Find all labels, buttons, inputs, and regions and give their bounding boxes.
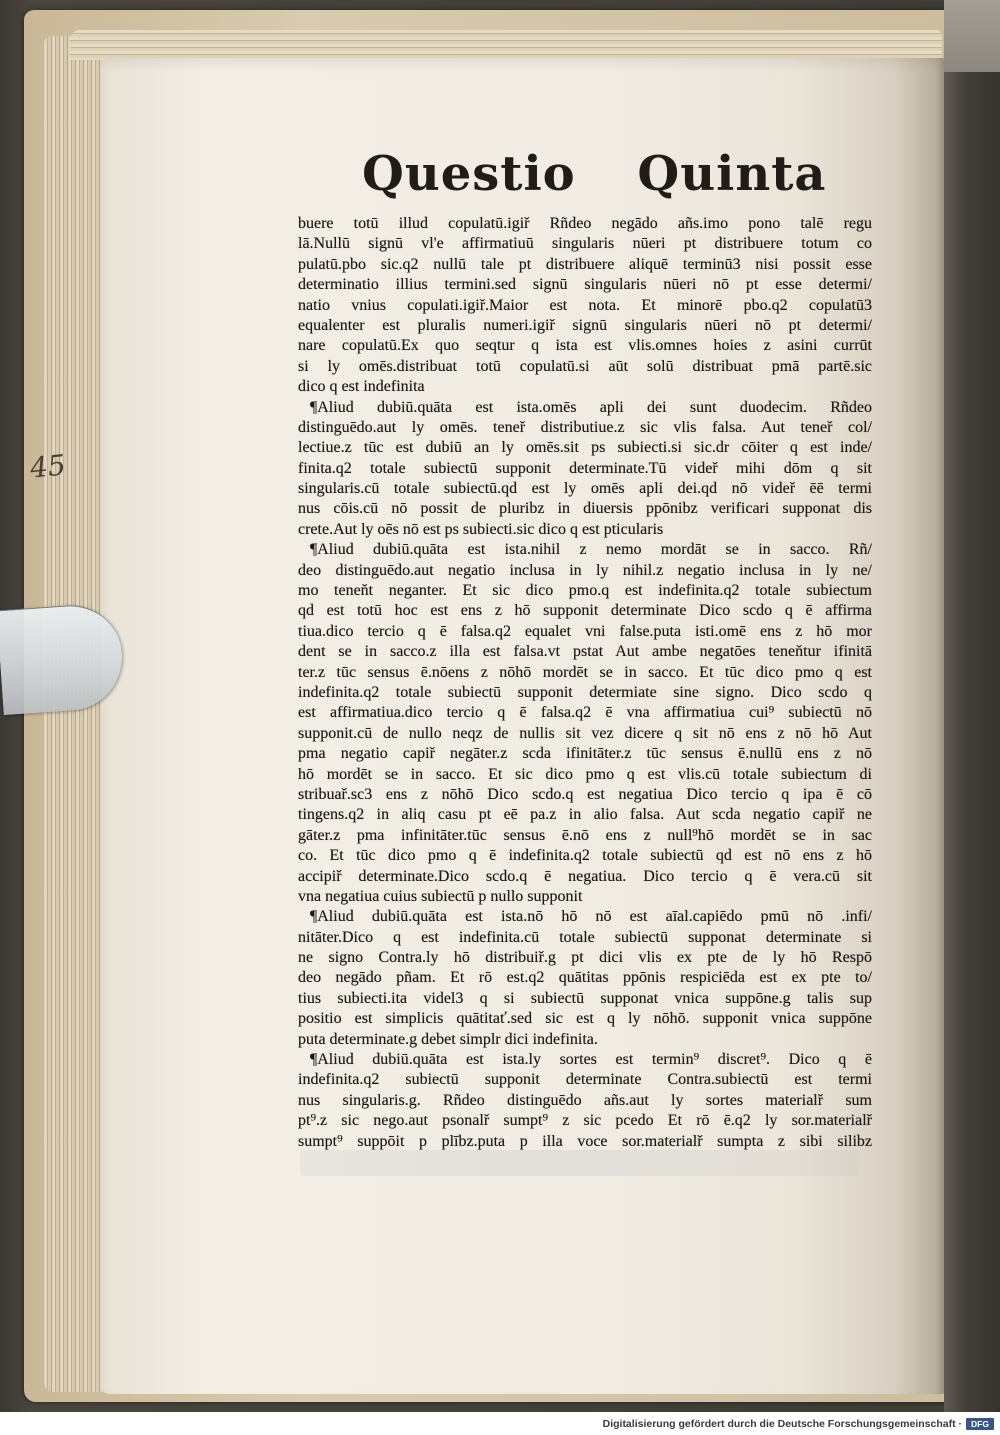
handwritten-page-number: 45 bbox=[28, 448, 68, 485]
text-line: nus cōis.cū nō possit de pluribz in diuersis ppōnibz verificari supponat dis bbox=[298, 500, 872, 518]
text-line: indefinita.q2 totale subiectū supponit determiate sine signo. Dico scdo q bbox=[298, 683, 872, 701]
text-line: determinatio illius termini.sed signū singularis nūeri nō pt esse determi/ bbox=[298, 276, 872, 294]
text-line: pulatū.pbo sic.q2 nullū tale pt distribuere aliquē terminū3 nisi possit esse bbox=[298, 255, 872, 273]
text-line: nitāter.Dico q est indefinita.cū totale subiectū supponat determinate si bbox=[298, 928, 872, 946]
text-line: distinguēdo.aut ly omēs. teneř distributiue.z sic vlis falsa. Aut teneř col/ bbox=[298, 418, 872, 436]
text-line: lectiue.z tūc est dubiū an ly omēs.sit ps subiecti.si sic.dr cōiter q est inde/ bbox=[298, 439, 872, 457]
text-line: ne signo Contra.ly hō distribuiř.g pt dici vlis ex pte de ly hō Respō bbox=[298, 949, 872, 967]
text-line: si ly omēs.distribuat totū copulatū.si aūt solū distribuat pmā partē.sic bbox=[298, 357, 872, 375]
text-line: positio est simplicis quātitať.sed sic est q ly nōhō. supponit vnica suppōne bbox=[298, 1010, 872, 1028]
body-text bbox=[298, 214, 872, 1152]
text-line: dent se in sacco.z illa est falsa.vt pstat Aut ambe negatōes teneňtur ifinitā bbox=[298, 643, 872, 661]
text-line: crete.Aut ly oēs nō est ps subiecti.sic dico q est pticularis bbox=[298, 520, 664, 538]
paragraph-start-line: ¶Aliud dubiū.quāta est ista.nō hō nō est aīal.capiēdo pmū nō .infi/ bbox=[310, 908, 872, 926]
text-line: mo teneňt neganter. Et sic dico pmo.q est indefinita.q2 totale subiectum bbox=[298, 582, 872, 600]
text-line: natio vnius copulati.igiř.Maior est nota. Et minorē pbo.q2 copulatū3 bbox=[298, 296, 872, 314]
page-edges-left bbox=[44, 36, 102, 1392]
text-line: lā.Nullū signū vl'e affirmatiuū singularis nūeri pt distribuere totum co bbox=[298, 235, 872, 253]
book-gutter-shadow bbox=[944, 0, 1000, 1412]
text-line: vna negatiua cuius subiectū p nullo supponit bbox=[298, 887, 583, 905]
text-line: gāter.z pma infinitāter.tūc sensus ē.nō ens z null⁹hō mordēt se in sac bbox=[298, 826, 872, 844]
paragraph-start-line: ¶Aliud dubiū.quāta est ista.ly sortes est termin⁹ discret⁹. Dico q ē bbox=[310, 1051, 872, 1069]
text-line: deo negādo pñam. Et rō est.q2 quātitas ppōnis respiciēda est ex pte to/ bbox=[298, 969, 872, 987]
paragraph-start-line: ¶Aliud dubiū.quāta est ista.omēs apli dei sunt duodecim. Rñdeo bbox=[310, 398, 872, 416]
page-edges-top bbox=[70, 30, 942, 60]
text-line: nare copulatū.Ex quo seqtur q ista est vlis.omnes hoies z asini currūt bbox=[298, 337, 872, 355]
text-line: ter.z tūc sensus ē.nōens z nōhō mordēt se in sacco. Et tūc dico pmo q est bbox=[298, 663, 872, 681]
footer-credit: Digitalisierung gefördert durch die Deutsche Forschungsgemeinschaft · bbox=[602, 1417, 962, 1430]
dfg-logo-icon: DFG bbox=[966, 1418, 994, 1430]
text-line: sumpt⁹ suppōit p plībz.puta p illa voce sor.materialř sumpta z sibi silibz bbox=[298, 1132, 872, 1150]
digitization-footer bbox=[0, 1412, 1000, 1435]
paragraph-start-line: ¶Aliud dubiū.quāta est ista.nihil z nemo mordāt se in sacco. Rñ/ bbox=[310, 541, 872, 559]
facing-page-edge bbox=[944, 0, 1000, 72]
text-line: equalenter est pluralis numeri.igiř signū singularis nūeri nō pt determi/ bbox=[298, 316, 872, 334]
text-line: indefinita.q2 subiectū supponit determinate Contra.subiectū est termi bbox=[298, 1071, 872, 1089]
text-line: qd est totū hoc est ens z hō supponit determinate Dico scdo q ē affirma bbox=[298, 602, 872, 620]
running-title: Questio Quinta bbox=[362, 146, 827, 202]
text-line: nus singularis.g. Rñdeo distinguēdo añs.aut ly sortes materialř sum bbox=[298, 1091, 872, 1109]
text-line: dico q est indefinita bbox=[298, 378, 425, 396]
text-line: pma negatio capiř negāter.z scda ifinitāter.z tūc sensus ē.nullū ens z nō bbox=[298, 745, 872, 763]
text-line: deo distinguēdo.aut negatio inclusa in ly nihil.z negatio inclusa in ly ne/ bbox=[298, 561, 872, 579]
show-through-stain bbox=[300, 1150, 860, 1176]
text-line: est affirmatiua.dico tercio q ē falsa.q2 ē vna affirmatiua cui⁹ subiectū nō bbox=[298, 704, 872, 722]
text-line: tiua.dico tercio q ē falsa.q2 equalet vni false.puta isti.omē ens z hō mor bbox=[298, 622, 872, 640]
text-line: singularis.cū totale subiectū.qd est ly omēs apli dei.qd nō videř ēē termi bbox=[298, 480, 872, 498]
text-line: accipiř determinate.Dico scdo.q ē negatiua. Dico tercio q ē vera.cū sit bbox=[298, 867, 872, 885]
text-line: pt⁹.z sic nego.aut psonalř sumpt⁹ z sic pcedo Et rō ē.q2 ly sor.materialř bbox=[298, 1112, 872, 1130]
text-line: puta determinate.g debet simplr dici indefinita. bbox=[298, 1030, 598, 1048]
text-line: tius subiecti.ita videl3 q si subiectū supponat vnica suppōne.g talis sup bbox=[298, 989, 872, 1007]
text-line: buere totū illud copulatū.igiř Rñdeo negādo añs.imo pono talē regu bbox=[298, 215, 872, 232]
text-line: hō mordēt se in sacco. Et sic dico pmo q est vlis.cū totale subiectum di bbox=[298, 765, 872, 783]
text-line: stribuař.sc3 ens z nōhō Dico scdo.q est negatiua Dico tercio q ipa ē cō bbox=[298, 785, 872, 803]
text-line: co. Et tūc dico pmo q ē indefinita.q2 totale subiectū qd est nō ens z hō bbox=[298, 847, 872, 865]
text-line: finita.q2 totale subiectū supponit determinate.Tū videř mihi dōm q sit bbox=[298, 459, 872, 477]
text-line: tingens.q2 in aliq casu pt eē pa.z in alio falsa. Aut scda negatio capiř ne bbox=[298, 806, 872, 824]
text-line: supponit.cū de nullo neqz de nullis sit vez dicere q sit nō ens z nō hō Aut bbox=[298, 724, 872, 742]
